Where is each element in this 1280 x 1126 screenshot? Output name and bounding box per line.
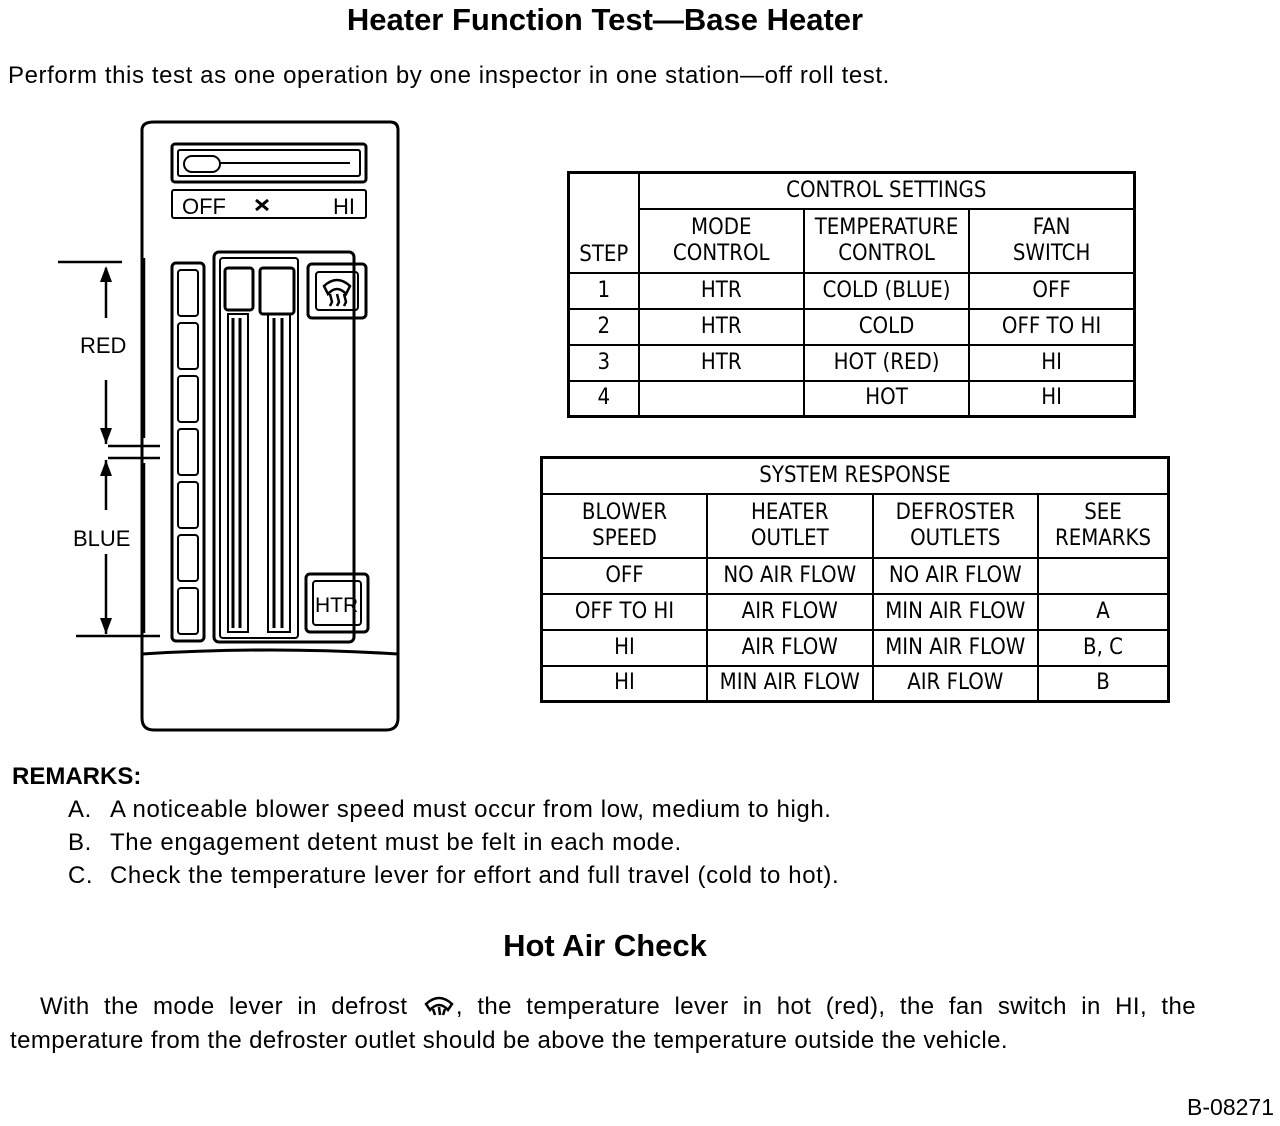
table-row: 2 HTR COLD OFF TO HI — [569, 309, 1135, 345]
header-fan-switch: FAN SWITCH — [969, 209, 1134, 273]
remark-c: C. Check the temperature lever for effort and full travel (cold to hot). — [68, 862, 840, 889]
page-title: Heater Function Test—Base Heater — [346, 2, 864, 37]
header-control-settings: CONTROL SETTINGS — [639, 173, 1135, 209]
table-row: 4 HOT HI — [569, 381, 1135, 417]
hot-air-check-heading: Hot Air Check — [503, 928, 707, 963]
lever-scale-hi: HI — [333, 194, 355, 219]
header-defroster-outlets: DEFROSTER OUTLETS — [873, 494, 1039, 558]
header-blower-speed: BLOWER SPEED — [542, 494, 708, 558]
header-heater-outlet: HEATER OUTLET — [707, 494, 873, 558]
header-mode-control: MODE CONTROL — [639, 209, 804, 273]
figure-code: B-08271 — [1187, 1094, 1274, 1120]
table-row: OFF TO HI AIR FLOW MIN AIR FLOW A — [542, 594, 1169, 630]
header-temperature-control: TEMPERATURE CONTROL — [804, 209, 969, 273]
system-response-table — [540, 456, 1170, 703]
intro-text: Perform this test as one operation by one inspector in one station—off roll test. — [8, 62, 890, 89]
htr-button-label: HTR — [315, 594, 359, 617]
table-row: OFF NO AIR FLOW NO AIR FLOW — [542, 558, 1169, 594]
table-row: 1 HTR COLD (BLUE) OFF — [569, 273, 1135, 309]
remark-b: B. The engagement detent must be felt in each mode. — [68, 829, 682, 856]
defrost-icon — [324, 280, 350, 306]
defrost-icon — [422, 994, 456, 1018]
band-label-blue: BLUE — [73, 526, 131, 551]
hot-air-check-paragraph: With the mode lever in defrost , the temperature lever in hot (red), the fan switch in HI, the temperature from the defroster outlet should be above the temperature outside the vehicle. — [10, 993, 1196, 1054]
table-row: HI MIN AIR FLOW AIR FLOW B — [542, 666, 1169, 702]
header-step: STEP — [569, 173, 639, 273]
header-system-response: SYSTEM RESPONSE — [542, 458, 1169, 494]
control-settings-table — [567, 171, 1136, 418]
header-see-remarks: SEE REMARKS — [1038, 494, 1168, 558]
remark-a: A. A noticeable blower speed must occur from low, medium to high. — [68, 796, 832, 823]
fan-icon — [256, 200, 268, 210]
table-row: HI AIR FLOW MIN AIR FLOW B, C — [542, 630, 1169, 666]
lever-scale-off: OFF — [182, 194, 226, 219]
remarks-heading: REMARKS: — [12, 763, 142, 790]
band-label-red: RED — [80, 333, 127, 358]
heater-control-panel — [50, 118, 410, 738]
table-row: 3 HTR HOT (RED) HI — [569, 345, 1135, 381]
